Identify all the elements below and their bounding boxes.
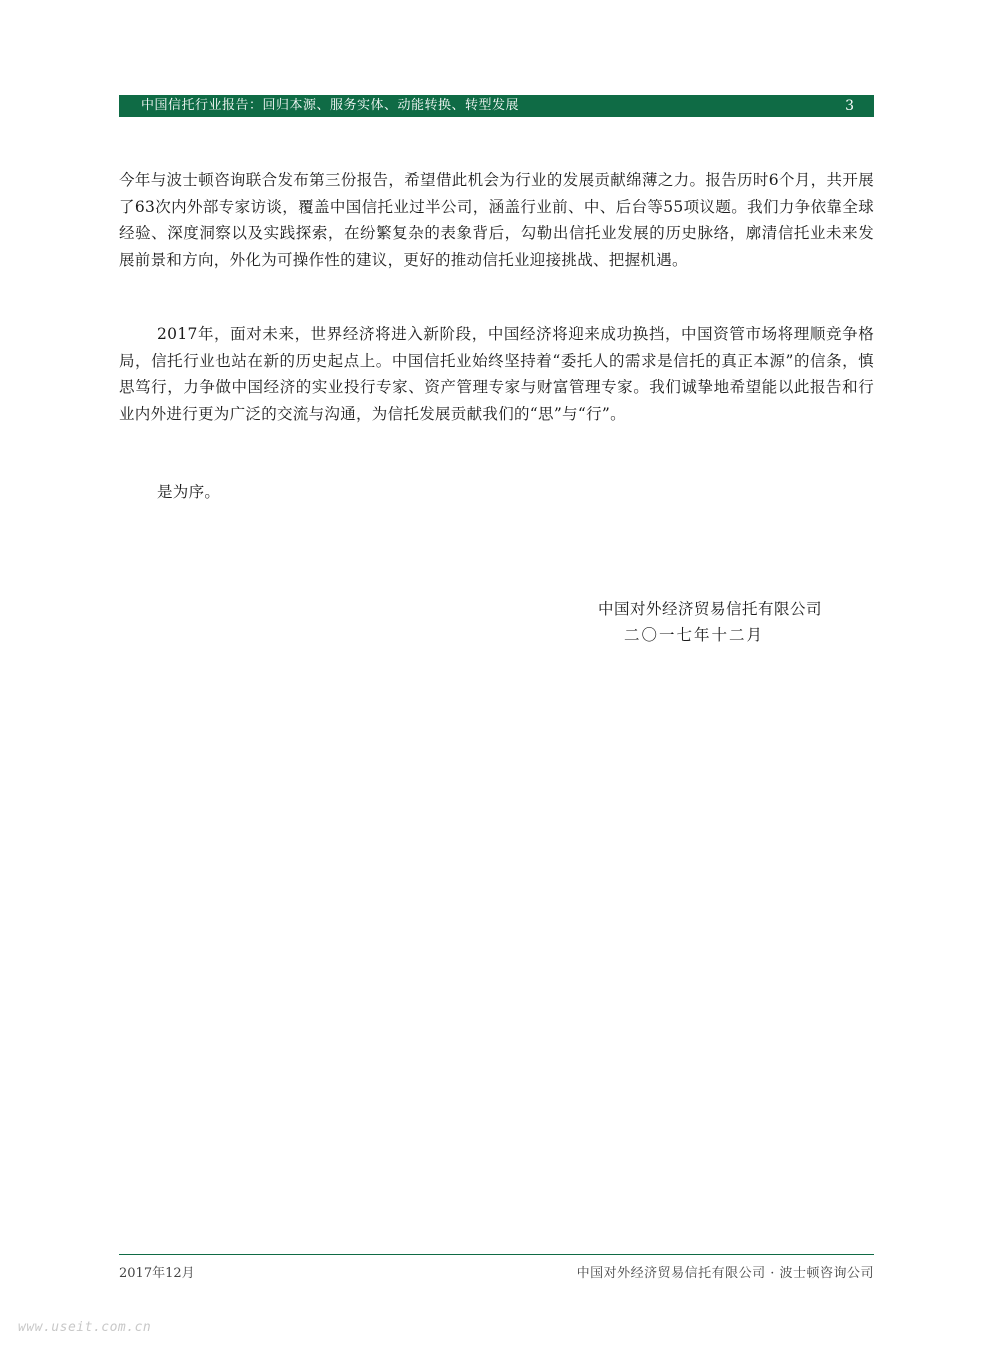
signature-organization: 中国对外经济贸易信托有限公司 [597, 600, 822, 618]
footer-divider [119, 1254, 874, 1255]
report-title: 中国信托行业报告：回归本源、服务实体、动能转换、转型发展 [141, 98, 520, 113]
footer-date: 2017年12月 [119, 1266, 195, 1281]
body-paragraph-1: 今年与波士顿咨询联合发布第三份报告，希望借此机会为行业的发展贡献绵薄之力。报告历时6个月，共开展了63次内外部专家访谈，覆盖中国信托业过半公司，涵盖行业前、中、后台等55项议题。我们力争依靠全球经验、深度洞察以及实践探索，在纷繁复杂的表象背后，勾勒出信托业发展的历史脉络，廓清信托业未来发展前景和方向，外化为可操作性的建议，更好的推动信托业迎接挑战、把握机遇。 [119, 171, 874, 269]
body-paragraph-2: 2017年，面对未来，世界经济将进入新阶段，中国经济将迎来成功换挡，中国资管市场将理顺竞争格局，信托行业也站在新的历史起点上。中国信托业始终坚持着“委托人的需求是信托的真正本源”的信条，慎思笃行，力争做中国经济的实业投行专家、资产管理专家与财富管理专家。我们诚挚地希望能以此报告和行业内外进行更为广泛的交流与沟通，为信托发展贡献我们的“思”与“行”。 [119, 325, 874, 423]
watermark: www.useit.com.cn [18, 1320, 152, 1335]
signature-date: 二〇一七年十二月 [623, 626, 764, 644]
body-paragraph-3: 是为序。 [157, 483, 221, 501]
page-header-bar [119, 95, 874, 117]
footer-publishers: 中国对外经济贸易信托有限公司 · 波士顿咨询公司 [576, 1266, 874, 1281]
page-number: 3 [845, 98, 854, 114]
